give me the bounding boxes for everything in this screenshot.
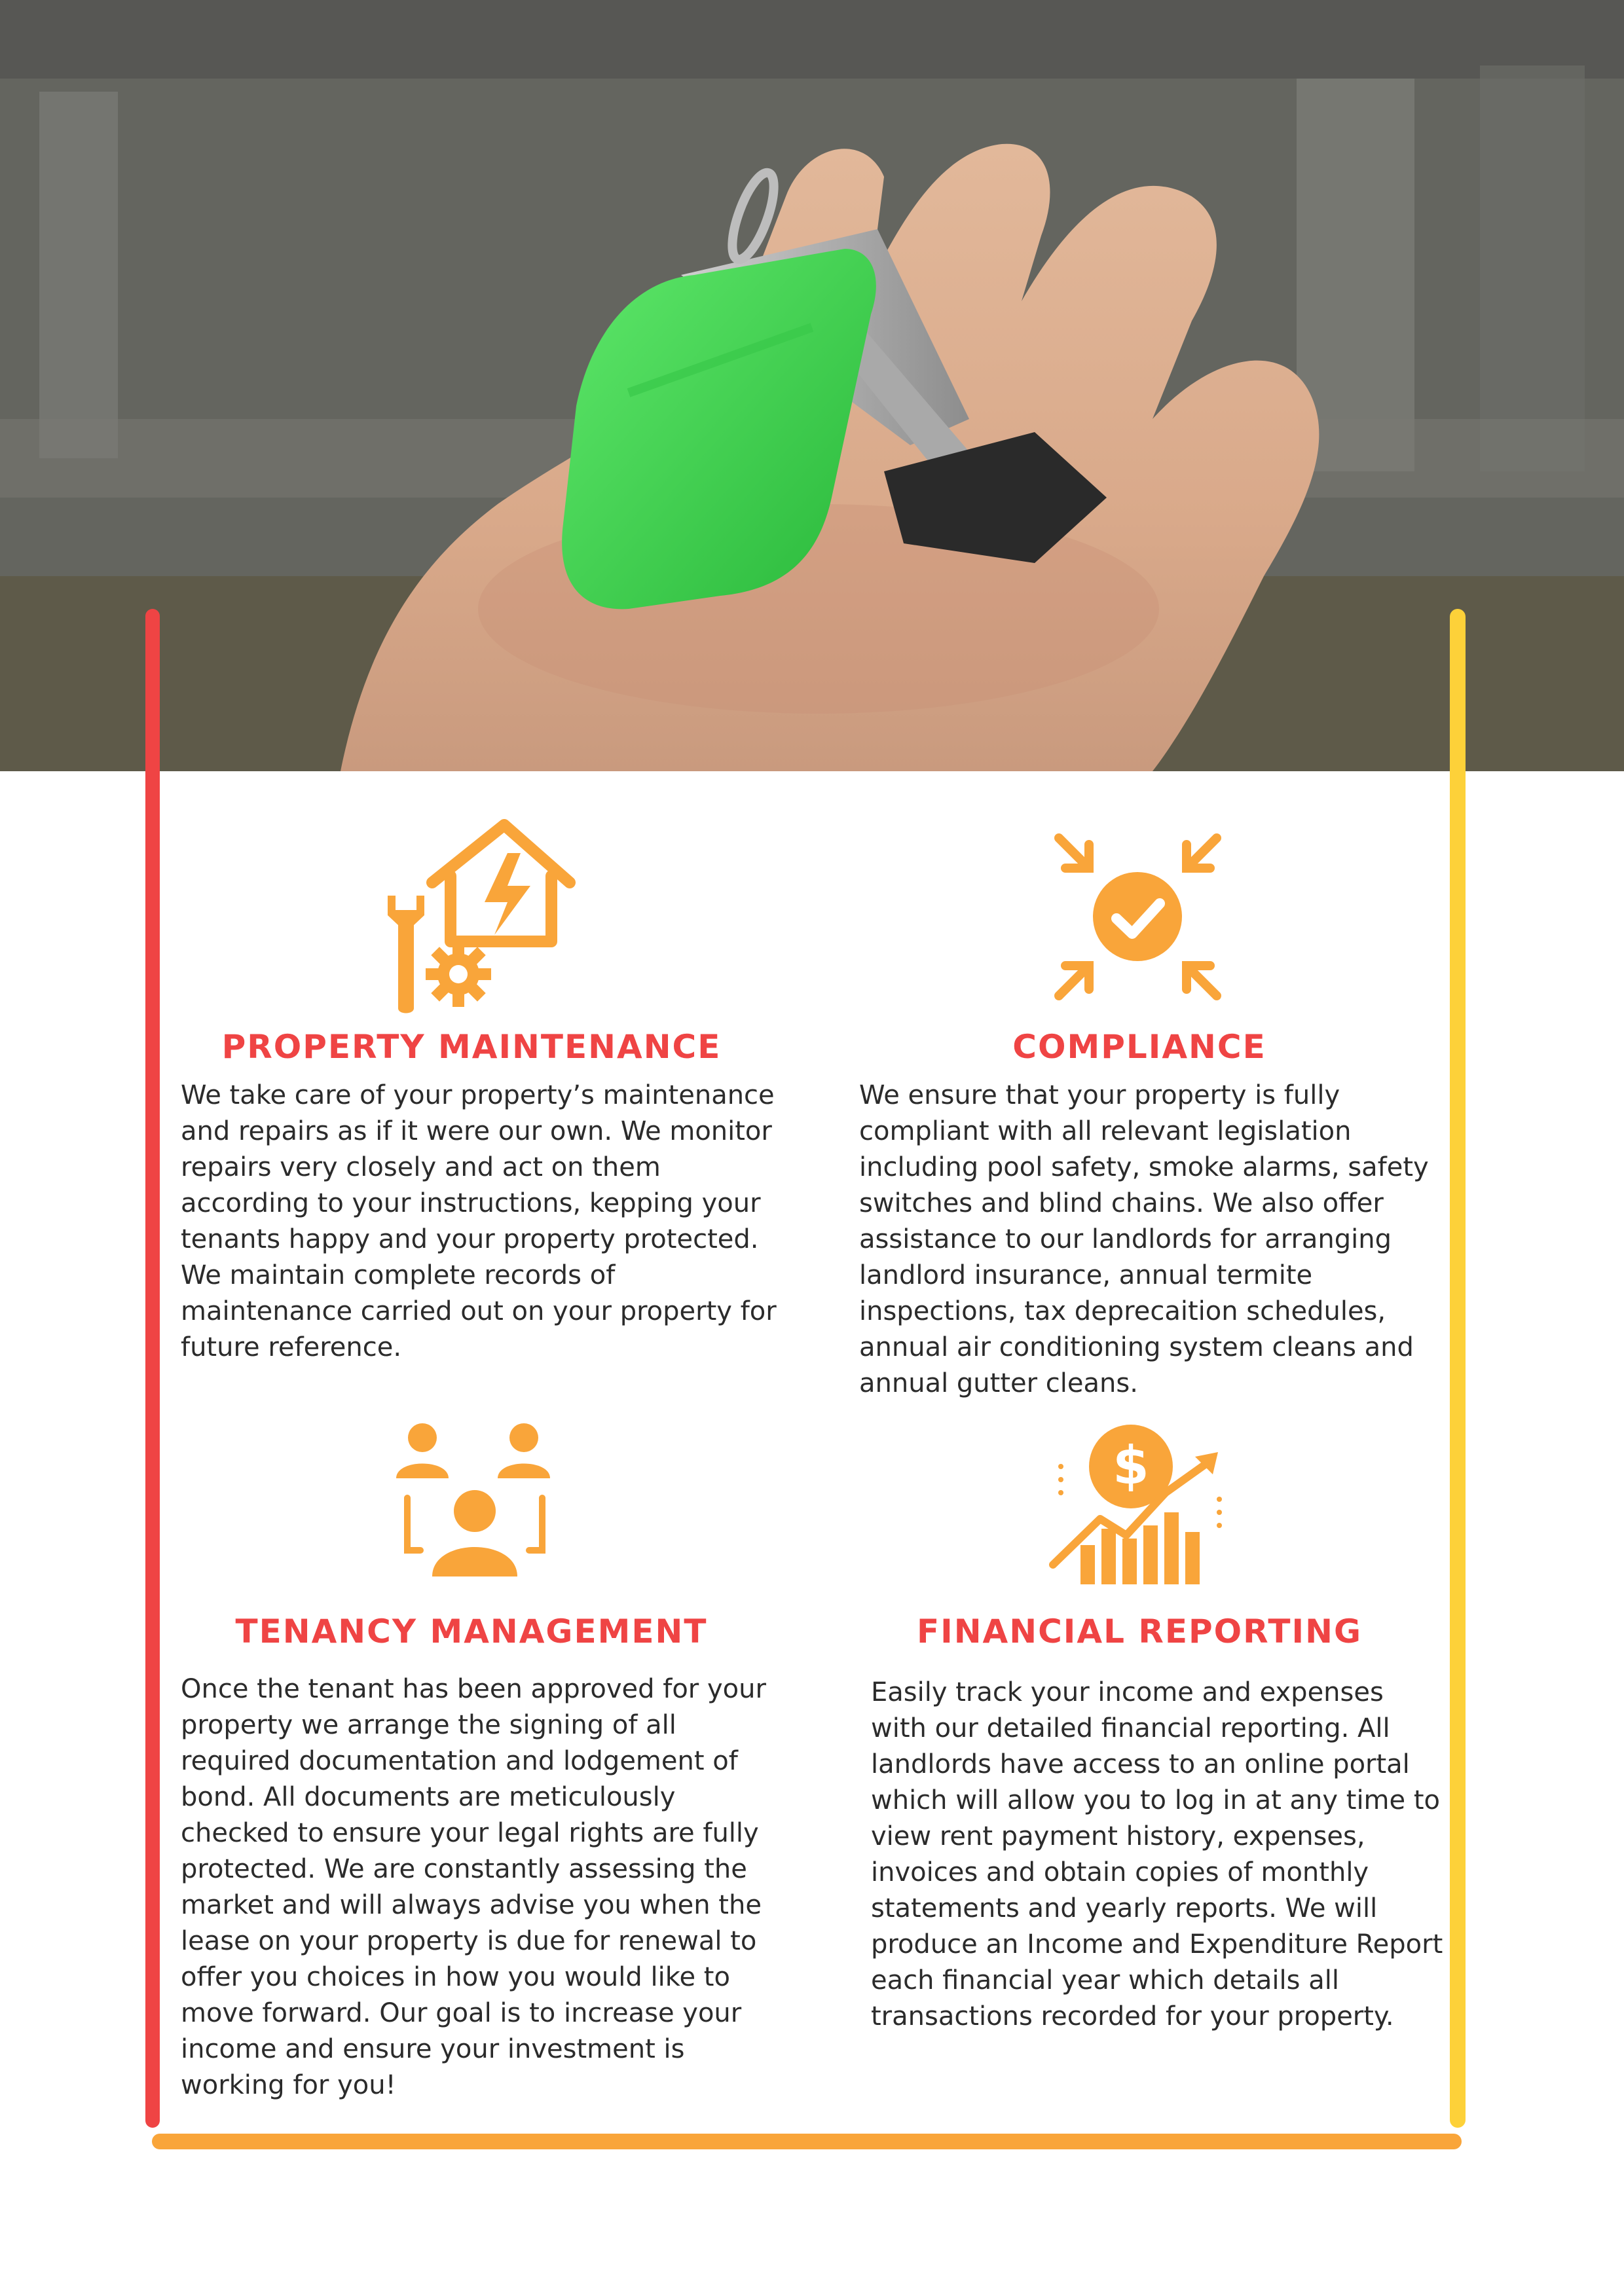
- section-body: We take care of your property’s maintenance and repairs as if it were our own. We monitor repairs very closely and act on them according to your instructions, kepping your tenants happy and your property protected. We maintain complete records of maintenance carried out on your property for future reference.: [181, 1080, 777, 1362]
- house-maintenance-icon: [373, 817, 576, 1013]
- section-title: PROPERTY MAINTENANCE: [221, 1028, 722, 1066]
- right-accent-bar: [1450, 609, 1466, 2128]
- bottom-accent-bar: [152, 2134, 1462, 2149]
- section-body: We ensure that your property is fully compliant with all relevant legislation including pool safety, smoke alarms, safety switches and blind chains. We also offer assistance to our landlords for arranging landlord insurance, annual termite inspections, tax deprecaition schedules, annual air conditioning system cleans and annual gutter cleans.: [859, 1080, 1429, 1398]
- section-title: TENANCY MANAGEMENT: [235, 1613, 708, 1650]
- svg-text:$: $: [1113, 1435, 1149, 1496]
- financial-growth-icon: [1048, 1421, 1231, 1591]
- people-network-icon: [393, 1419, 557, 1583]
- left-accent-bar: [145, 609, 160, 2128]
- compliance-check-icon: [1051, 830, 1225, 1004]
- hero-photo: [0, 0, 1624, 771]
- section-body: Easily track your income and expenses with our detailed financial reporting. All landlords have access to an online portal which will allow you to log in at any time to view rent payment history, expenses, invoices and obtain copies of monthly statements and yearly reports. We will produce an Income and Expenditure Report each financial year which details all transactions recorded for your property.: [871, 1677, 1443, 2032]
- section-title: FINANCIAL REPORTING: [916, 1613, 1363, 1650]
- hand-holding-keys-photo: [0, 0, 1624, 771]
- section-title: COMPLIANCE: [1012, 1028, 1266, 1066]
- section-body: Once the tenant has been approved for your property we arrange the signing of all required documentation and lodgement of bond. All documents are meticulously checked to ensure your legal rights are fully protected. We are constantly assessing the market and will always advise you when the lease on your property is due for renewal to offer you choices in how you would like to move forward. Our goal is to increase your income and ensure your investment is working for you!: [181, 1674, 766, 2100]
